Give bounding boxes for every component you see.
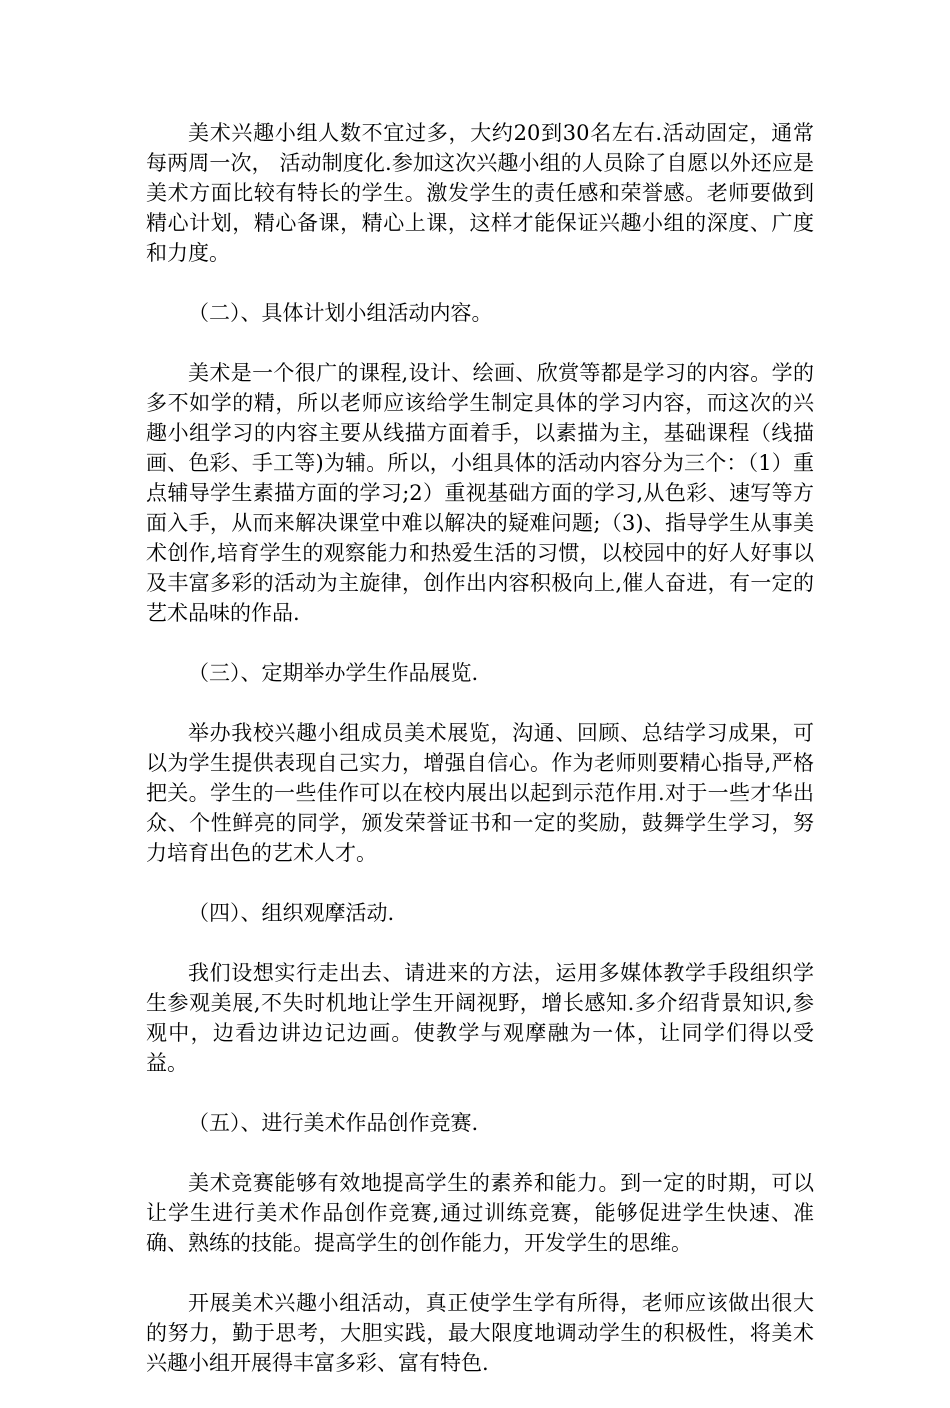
paragraph-group-size: 美术兴趣小组人数不宜过多，大约20到30名左右.活动固定，通常每两周一次， 活动制度化.参加这次兴趣小组的人员除了自愿以外还应是美术方面比较有特长的学生。激发学生的责任感和荣誉感。老师要做到精心计划，精心备课，精心上课，这样才能保证兴趣小组的深度、广度和力度。 (146, 121, 814, 265)
paragraph-competition: 美术竞赛能够有效地提高学生的素养和能力。到一定的时期，可以让学生进行美术作品创作竞赛,通过训练竞赛，能够促进学生快速、准确、熟练的技能。提高学生的创作能力，开发学生的思维。 (146, 1171, 814, 1255)
paragraph-activity-content: 美术是一个很广的课程,设计、绘画、欣赏等都是学习的内容。学的多不如学的精，所以老师应该给学生制定具体的学习内容，而这次的兴趣小组学习的内容主要从线描方面着手，以素描为主，基础课程（线描画、色彩、手工等)为辅。所以，小组具体的活动内容分为三个：（1）重点辅导学生素描方面的学习;2）重视基础方面的学习,从色彩、速写等方面入手，从而来解决课堂中难以解决的疑难问题;（3)、指导学生从事美术创作,培育学生的观察能力和热爱生活的习惯，以校园中的好人好事以及丰富多彩的活动为主旋律，创作出内容积极向上,催人奋进，有一定的艺术品味的作品. (146, 361, 814, 625)
heading-section-4: （四）、组织观摩活动. (188, 901, 395, 925)
paragraph-observation: 我们设想实行走出去、请进来的方法，运用多媒体教学手段组织学生参观美展,不失时机地让学生开阔视野，增长感知.多介绍背景知识,参观中，边看边讲边记边画。使教学与观摩融为一体，让同学们得以受益。 (146, 961, 814, 1075)
heading-section-5: （五）、进行美术作品创作竞赛. (188, 1111, 479, 1135)
paragraph-exhibition: 举办我校兴趣小组成员美术展览，沟通、回顾、总结学习成果，可以为学生提供表现自己实力，增强自信心。作为老师则要精心指导,严格把关。学生的一些佳作可以在校内展出以起到示范作用.对于一些才华出众、个性鲜亮的同学，颁发荣誉证书和一定的奖励，鼓舞学生学习，努力培育出色的艺术人才。 (146, 721, 814, 865)
heading-section-2: （二）、具体计划小组活动内容。 (188, 301, 493, 325)
document-page (146, 118, 814, 1408)
heading-section-3: （三）、定期举办学生作品展览. (188, 661, 479, 685)
paragraph-conclusion: 开展美术兴趣小组活动，真正使学生学有所得，老师应该做出很大的努力，勤于思考，大胆实践，最大限度地调动学生的积极性，将美术兴趣小组开展得丰富多彩、富有特色. (146, 1291, 814, 1375)
